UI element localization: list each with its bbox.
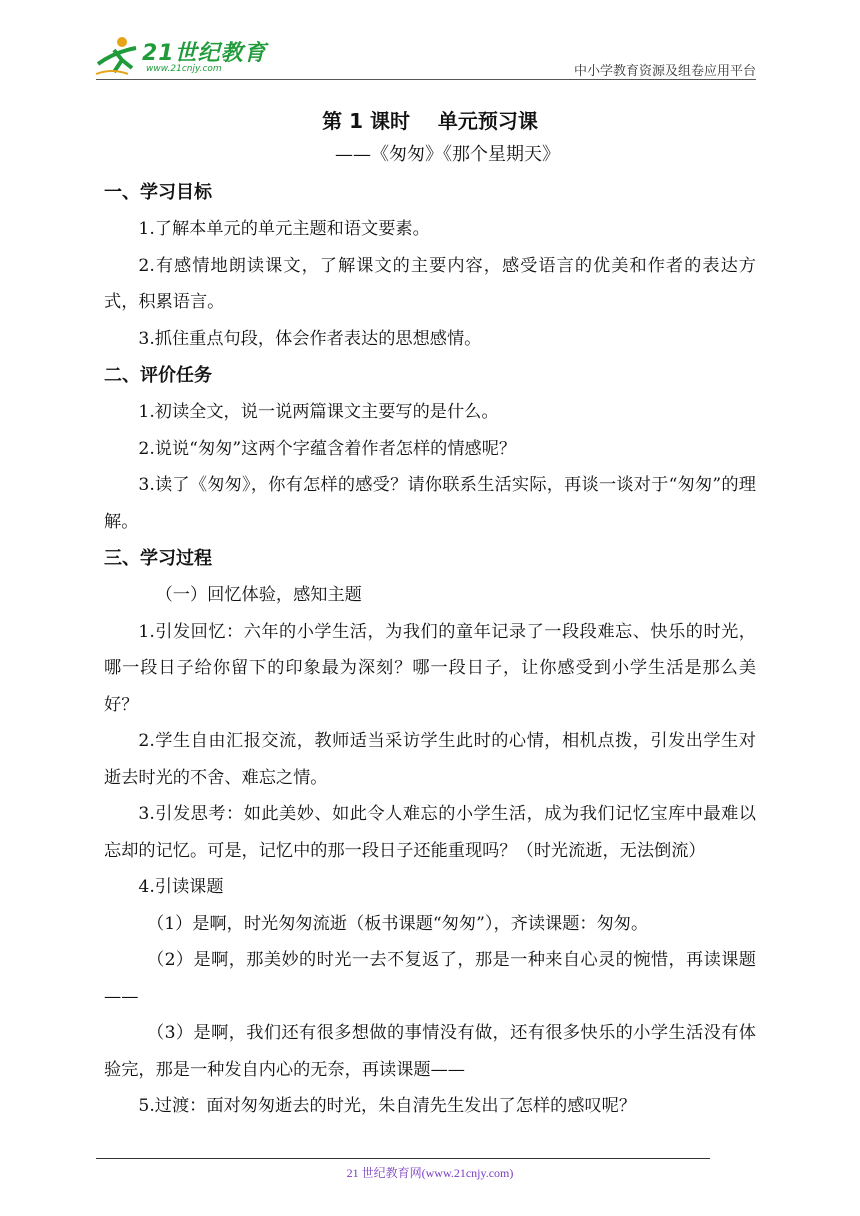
- header-divider: [96, 79, 756, 80]
- platform-name: 中小学教育资源及组卷应用平台: [573, 64, 756, 79]
- goal-paragraph: 3.抓住重点句段，体会作者表达的思想感情。: [138, 328, 482, 349]
- lesson-title: 第 1 课时 单元预习课: [322, 109, 538, 133]
- site-logo: [92, 34, 267, 78]
- task-paragraph: 3.读了《匆匆》，你有怎样的感受？请你联系生活实际，再谈一谈对于“匆匆”的理解。: [104, 475, 756, 532]
- goal-paragraph: 1.了解本单元的单元主题和语文要素。: [138, 219, 430, 239]
- logo-url: www.21cnjy.com: [146, 64, 222, 74]
- section-heading-process: 三、学习过程: [104, 548, 212, 569]
- process-paragraph: 3.引发思考：如此美妙、如此令人难忘的小学生活，成为我们记忆宝库中最难以忘却的记忆。可是，记忆中的那一段日子还能重现吗？（时光流逝，无法倒流）: [104, 804, 756, 861]
- task-paragraph: 1.初读全文，说一说两篇课文主要写的是什么。: [138, 402, 499, 422]
- document-body: [104, 104, 756, 1125]
- process-item: （1）是啊，时光匆匆流逝（板书课题“匆匆”），齐读课题：匆匆。: [147, 913, 649, 934]
- process-paragraph: 5.过渡：面对匆匆逝去的时光，朱自清先生发出了怎样的感叹呢？: [138, 1096, 637, 1116]
- process-item: （2）是啊，那美妙的时光一去不复返了，那是一种来自心灵的惋惜，再读课题——: [104, 950, 756, 1007]
- goal-paragraph: 2.有感情地朗读课文，了解课文的主要内容，感受语言的优美和作者的表达方式，积累语言。: [104, 255, 756, 312]
- process-paragraph: 4.引读课题: [138, 877, 224, 897]
- page-header: [0, 0, 860, 90]
- footer-source: 21 世纪教育网(www.21cnjy.com): [346, 1166, 514, 1180]
- section-heading-goals: 一、学习目标: [104, 182, 212, 203]
- process-paragraph: 1.引发回忆：六年的小学生活，为我们的童年记录了一段段难忘、快乐的时光，哪一段日子给你留下的印象最为深刻？哪一段日子，让你感受到小学生活是那么美好？: [104, 621, 756, 715]
- logo-text: 21世纪教育: [142, 41, 267, 66]
- running-figure-icon: [92, 34, 142, 78]
- footer-divider: [96, 1158, 710, 1159]
- section-heading-tasks: 二、评价任务: [104, 365, 212, 386]
- task-paragraph: 2.说说“匆匆”这两个字蕴含着作者怎样的情感呢？: [138, 438, 517, 459]
- process-subheading: （一）回忆体验，感知主题: [155, 585, 362, 605]
- lesson-subtitle: ——《匆匆》《那个星期天》: [335, 144, 560, 165]
- process-item: （3）是啊，我们还有很多想做的事情没有做，还有很多快乐的小学生活没有体验完，那是一种发自内心的无奈，再读课题——: [104, 1023, 756, 1080]
- process-paragraph: 2.学生自由汇报交流，教师适当采访学生此时的心情，相机点拨，引发出学生对逝去时光的不舍、难忘之情。: [104, 731, 756, 788]
